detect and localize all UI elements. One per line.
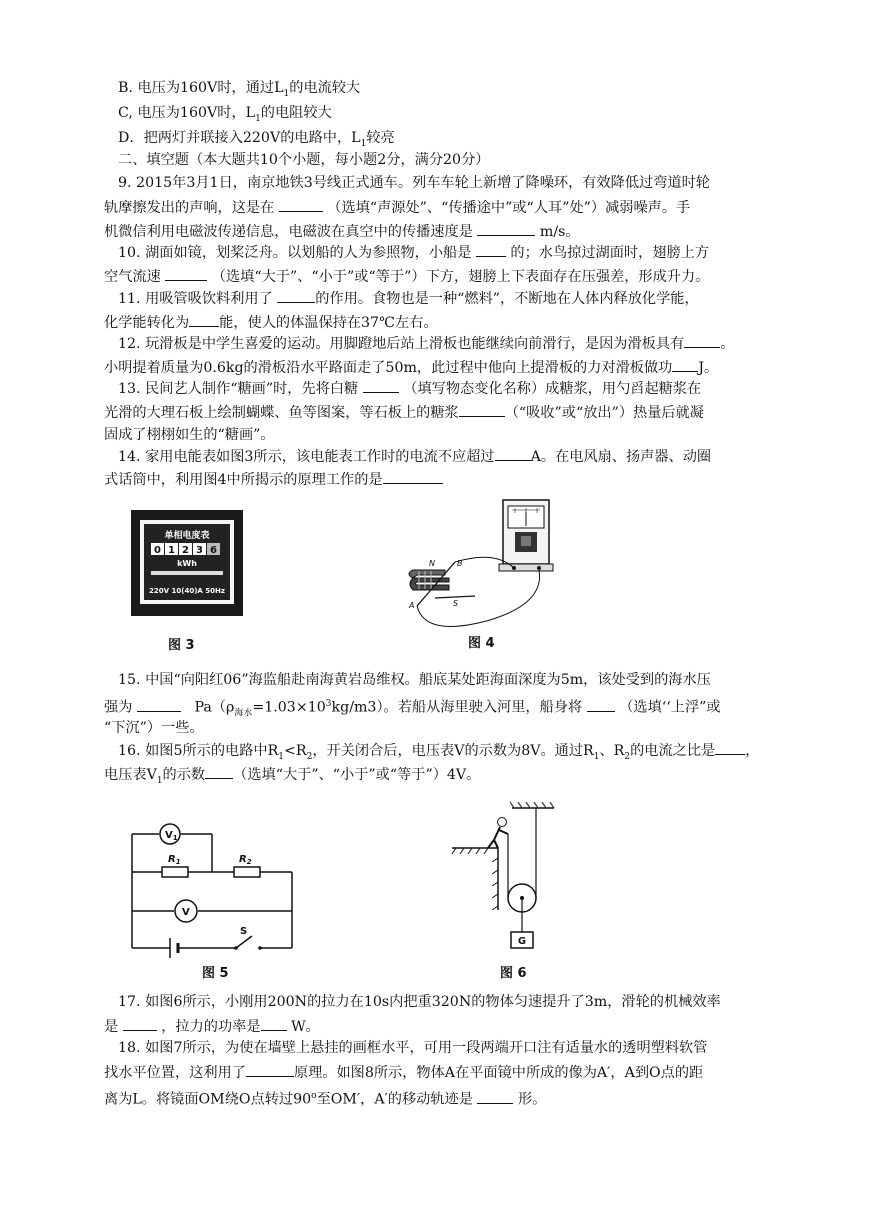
answer-blank[interactable] (277, 288, 315, 303)
answer-blank[interactable] (477, 221, 535, 236)
q12-line2: 小明提着质量为0.6kg的滑板沿水平路面走了50m，此过程中他向上提滑板的力对滑板做功 J。 (104, 357, 718, 378)
answer-blank[interactable] (165, 266, 207, 281)
q16-line2: 电压表$V_1$的示数 （选填“大于”、“小于”或“等于”）4V。 (104, 764, 480, 791)
answer-blank[interactable] (684, 333, 720, 348)
meter-title: 单相电度表 (164, 531, 210, 541)
meter-digits (151, 543, 220, 556)
q10-line2: 空气流速 （选填“大于”、“小于”或“等于”）下方，翅膀上下表面存在压强差，形成升力。 (104, 266, 709, 287)
figure-5-circuit-diagram (124, 822, 300, 960)
q15-line1: 15. 中国“向阳红06”海监船赴南海黄岩岛维权。船底某处距海面深度为5m，该处受到的海水压 (118, 672, 711, 688)
label-n: N (429, 559, 435, 568)
q17-line1: 17. 如图6所示，小刚用200N的拉力在10s内把重320N的物体匀速提升了3m，滑轮的机械效率 (118, 994, 721, 1010)
figure-6-caption: 图 6 (500, 966, 527, 981)
label-b: B (457, 559, 463, 568)
option-b: B. 电压为160V时，通过$L_1$的电流较大 (118, 80, 361, 99)
q14-line1: 14. 家用电能表如图3所示，该电能表工作时的电流不应超过 A。在电风扇、扬声器、动圈 (118, 446, 711, 467)
meter-disc-slot (151, 571, 223, 575)
voltmeter-v1-label: $V_1$ (165, 830, 178, 842)
meter-rating: 220V 10(40)A 50Hz (149, 587, 225, 595)
answer-blank[interactable] (672, 357, 698, 372)
person-head (498, 818, 507, 827)
meter-unit: kWh (177, 559, 197, 568)
q18-line3: 离为L。将镜面OM绕O点转过90$^o$至OM′，A′的移动轨迹是 形。 (104, 1086, 546, 1110)
q10-line1: 10. 湖面如镜，划桨泛舟。以划船的人为参照物，小船是 的；水鸟掠过湖面时，翅膀上方 (118, 242, 709, 263)
section-heading: 二、填空题（本大题共10个小题，每小题2分，满分20分） (118, 152, 490, 168)
switch-label: S (240, 926, 248, 937)
resistor-r1-label: $R_1$ (168, 854, 181, 866)
q18-line2: 找水平位置，这利用了 原理。如图8所示，物体A在平面镜中所成的像为A′，A到O点的距 (104, 1062, 703, 1083)
answer-blank[interactable] (205, 764, 233, 779)
meter-digit: 3 (196, 545, 203, 556)
q9-line1: 9. 2015年3月1日，南京地铁3号线正式通车。列车车轮上新增了降噪环，有效降低过弯道时轮 (118, 175, 710, 191)
resistor-r1 (162, 867, 188, 877)
figure-3-caption: 图 3 (168, 638, 195, 653)
q18-line1: 18. 如图7所示，为使在墙壁上悬挂的画框水平，可用一段两端开口注有适量水的透明塑料软管 (118, 1040, 708, 1056)
answer-blank[interactable] (261, 1016, 287, 1031)
q11-line1: 11. 用吸管吸饮料利用了 的作用。食物也是一种“燃料”，不断地在人体内释放化学能， (118, 288, 699, 309)
label-s: S (453, 599, 459, 608)
answer-blank[interactable] (189, 312, 219, 327)
answer-blank[interactable] (459, 402, 505, 417)
answer-blank[interactable] (246, 1062, 294, 1077)
figure-3-electric-meter (131, 510, 243, 616)
answer-blank[interactable] (495, 446, 531, 461)
q16-line1: 16. 如图5所示的电路中$R_1<R_2$，开关闭合后，电压表V的示数为8V。通过$R_1$、$R_2$的电流之比是 ， (118, 740, 759, 767)
answer-blank[interactable] (476, 242, 506, 257)
switch-pivot (234, 946, 238, 950)
resistor-r2 (234, 867, 260, 877)
meter-digit: 1 (168, 545, 175, 556)
figure-4-caption: 图 4 (468, 636, 495, 651)
answer-blank[interactable] (383, 469, 443, 484)
option-d: D．把两灯并联接入220V的电路中，$L_1$较亮 (118, 130, 395, 149)
meter-digit: 0 (154, 545, 161, 556)
answer-blank[interactable] (137, 697, 181, 712)
figure-6-pulley-diagram (450, 800, 560, 960)
answer-blank[interactable] (587, 697, 615, 712)
q13-line3: 固成了栩栩如生的“糖画”。 (104, 427, 275, 443)
answer-blank[interactable] (715, 740, 745, 755)
resistor-r2-label: $R_2$ (239, 854, 252, 866)
answer-blank[interactable] (279, 197, 323, 212)
q15-line3: “下沉”）一些。 (104, 720, 204, 736)
q17-line2: 是 ，拉力的功率是 W。 (104, 1016, 320, 1037)
q15-line2: 强为 $Pa(\rho_{海水}=1.03\times 10^3kg/m3)$。若船从海里驶入河里，船身将 （选填‘‘上浮”或 (104, 694, 721, 724)
person-body (488, 827, 508, 848)
q12-line1: 12. 玩滑板是中学生喜爱的运动。用脚蹬地后站上滑板也能继续向前滑行，是因为滑板具有 。 (118, 333, 734, 354)
q13-line1: 13. 民间艺人制作“糖画”时，先将白糖 （填写物态变化名称）成糖浆，用勺舀起糖浆在 (118, 378, 701, 399)
option-c: C, 电压为160V时，$L_1$的电阻较大 (118, 105, 332, 124)
label-a: A (409, 601, 415, 610)
weight-label: G (517, 936, 527, 947)
q9-line3: 机微信利用电磁波传递信息，电磁波在真空中的传播速度是 m/s。 (104, 221, 580, 242)
meter-digit: 6 (210, 545, 217, 556)
q9-line2: 轨摩擦发出的声响，这是在 （选填“声源处”、“传播途中”或“人耳”处”）减弱噪声。手 (104, 197, 690, 218)
q13-line2: 光滑的大理石板上绘制蝴蝶、鱼等图案，等石板上的糖浆 （“吸收”或“放出”）热量后就凝 (104, 402, 704, 423)
q14-line2: 式话筒中，利用图4中所揭示的原理工作的是 (104, 469, 443, 490)
figure-5-caption: 图 5 (202, 966, 229, 981)
voltmeter-v-label: V (182, 907, 190, 918)
q11-line2: 化学能转化为 能，使人的体温保持在37℃左右。 (104, 312, 438, 333)
answer-blank[interactable] (123, 1016, 157, 1031)
figure-4-induction-apparatus (395, 498, 565, 628)
meter-digit: 2 (182, 545, 189, 556)
answer-blank[interactable] (477, 1089, 513, 1104)
answer-blank[interactable] (363, 378, 399, 393)
switch-contact (258, 946, 262, 950)
